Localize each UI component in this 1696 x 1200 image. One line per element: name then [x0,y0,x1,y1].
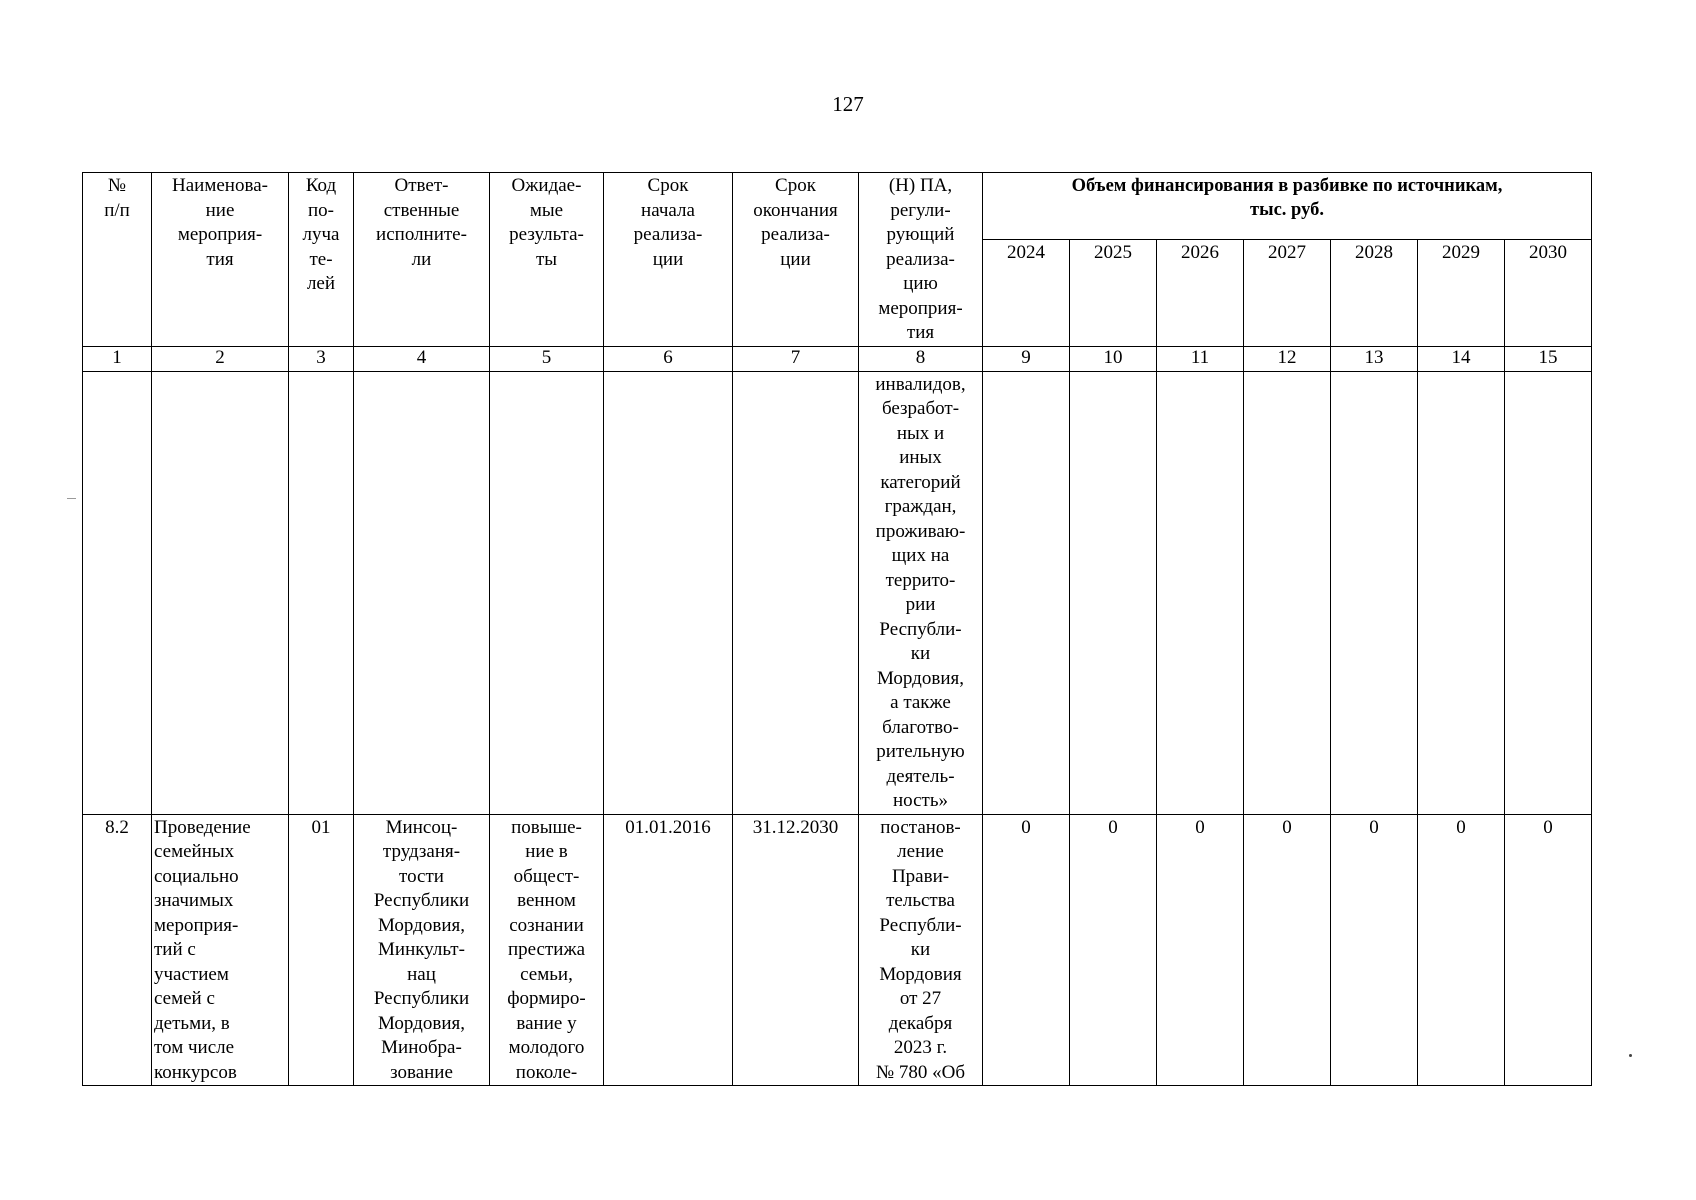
header-year: 2027 [1244,240,1331,346]
column-number: 7 [733,346,859,371]
cell-funding-2025: 0 [1070,814,1157,1086]
cell-empty [490,371,604,814]
column-number: 13 [1331,346,1418,371]
header-npa [859,173,983,347]
cell-text-line: семейных [154,841,235,862]
header-year: 2024 [983,240,1070,346]
cell-text-line: цию [903,273,938,294]
cell-text-line: Объем финансирования в разбивке по источникам, [1071,176,1503,196]
cell-text-line: Срок [647,175,689,196]
cell-empty [83,371,152,814]
cell-text-line: семей с [154,988,215,1009]
cell-text-line: декабря [888,1012,953,1034]
column-number-row [83,346,1592,371]
cell-text-line: трудзаня- [382,841,461,862]
cell-text-line: реализа- [761,224,830,245]
header-results [490,173,604,347]
cell-text-line: мые [529,199,564,221]
cell-text-line: тельства [886,890,955,911]
cell-text-line: нац [407,963,436,985]
cell-text-line: формиро- [507,988,586,1009]
cell-text-line: № [107,175,127,196]
cell-text-line: тия [906,322,935,343]
cell-text-line: Мордовия, [877,667,964,689]
cell-text-line: значимых [154,890,234,911]
cell-text-line: Срок [775,175,816,196]
cell-text-line: престижа [507,939,586,960]
cell-empty [1070,371,1157,814]
header-year: 2029 [1418,240,1505,346]
table-row-continuation [83,371,1592,814]
cell-text-line: сознании [509,914,584,936]
cell-text-line: том числе [154,1037,235,1058]
cell-text-line: конкурсов [154,1061,237,1083]
cell-npa [859,814,983,1086]
header-year: 2025 [1070,240,1157,346]
cell-text-line: Республики [373,988,470,1009]
cell-text-line: Минсоц- [385,816,458,838]
cell-text-line: ных и [896,422,945,444]
cell-empty [1418,371,1505,814]
table-row-8-2 [83,814,1592,1086]
column-number: 12 [1244,346,1331,371]
cell-empty [733,371,859,814]
column-number: 4 [354,346,490,371]
cell-text-line: ственные [383,199,460,221]
header-start [604,173,733,347]
cell-text-line: Республи- [879,914,962,936]
cell-text-line: безработ- [881,398,960,419]
cell-text-line: ность» [892,790,949,811]
column-number: 5 [490,346,604,371]
cell-empty [1244,371,1331,814]
cell-text-line: от 27 [899,988,942,1009]
cell-empty [1505,371,1592,814]
cell-text-line: № 780 «Об [875,1061,966,1083]
cell-text-line: венном [517,890,576,911]
column-number: 15 [1505,346,1592,371]
cell-text-line: п/п [104,199,130,221]
header-executors [354,173,490,347]
cell-text-line: Прави- [891,865,950,887]
cell-funding-2029: 0 [1418,814,1505,1086]
activities-table [82,172,1592,1086]
cell-text-line: а также [890,692,951,713]
cell-text-line: Проведение [154,816,251,838]
column-number: 3 [289,346,354,371]
column-number: 6 [604,346,733,371]
cell-text-line: Мордовия [879,963,962,985]
header-financing [983,173,1592,240]
header-year: 2030 [1505,240,1592,346]
cell-text-line: иных [899,447,942,468]
cell-text-line: Ожидае- [511,175,582,196]
cell-text-line: рующий [886,224,955,245]
header-year: 2026 [1157,240,1244,346]
header-number [83,173,152,347]
cell-text-line: инвалидов, [875,373,966,395]
scan-artifact-dot [1629,1054,1632,1057]
cell-text-line: ли [411,248,432,270]
cell-text-line: ции [652,248,684,270]
column-number: 2 [152,346,289,371]
cell-number: 8.2 [83,814,152,1086]
cell-funding-2027: 0 [1244,814,1331,1086]
cell-end-date: 31.12.2030 [733,814,859,1086]
cell-text-line: проживаю- [875,520,966,542]
column-number: 11 [1157,346,1244,371]
cell-text-line: Мордовия, [378,1012,465,1034]
cell-text-line: молодого [508,1037,585,1058]
cell-recipient-code: 01 [289,814,354,1086]
cell-text-line: благотво- [882,716,959,738]
scan-artifact-mark [67,498,76,499]
cell-executors [354,814,490,1086]
cell-text-line: ление [897,841,944,862]
cell-text-line: террито- [885,569,956,591]
cell-empty [1331,371,1418,814]
cell-text-line: Ответ- [394,175,449,196]
cell-text-line: общест- [513,865,580,887]
cell-text-line: ции [780,248,811,270]
cell-empty [354,371,490,814]
cell-text-line: начала [641,199,695,221]
cell-funding-2030: 0 [1505,814,1592,1086]
cell-text-line: те- [309,248,333,270]
cell-text-line: граждан, [884,496,957,517]
cell-text-line: Код [305,175,337,196]
cell-text-line: мероприя- [878,297,963,319]
cell-text-line: тости [399,865,444,887]
column-number: 14 [1418,346,1505,371]
cell-text-line: 2023 г. [893,1037,948,1058]
cell-text-line: тыс. руб. [1250,200,1324,220]
cell-funding-2024: 0 [983,814,1070,1086]
cell-expected-results [490,814,604,1086]
cell-text-line: мероприя- [154,914,239,936]
column-number: 9 [983,346,1070,371]
cell-text-line: социально [154,865,239,887]
cell-text-line: реализа- [633,224,703,245]
cell-text-line: зование [390,1061,453,1083]
cell-empty [604,371,733,814]
page-number: 127 [832,92,864,116]
cell-text-line: Наименова- [172,175,268,196]
cell-funding-2026: 0 [1157,814,1244,1086]
header-name [152,173,289,347]
cell-text-line: лей [306,273,336,294]
cell-text-line: Мордовия, [378,914,465,936]
cell-text-line: рительную [876,741,965,762]
cell-text-line: постанов- [880,816,961,838]
column-number: 8 [859,346,983,371]
cell-text-line: ние в [525,841,568,862]
cell-funding-2028: 0 [1331,814,1418,1086]
cell-text-line: (Н) ПА, [888,175,953,196]
cell-text-line: детьми, в [154,1012,230,1034]
cell-text-line: рии [905,594,936,615]
cell-empty [983,371,1070,814]
cell-npa-continued [859,371,983,814]
header-end [733,173,859,347]
cell-text-line: по- [308,199,334,221]
cell-text-line: мероприя- [177,224,263,245]
cell-empty [1157,371,1244,814]
cell-empty [289,371,354,814]
cell-text-line: ки [910,939,931,960]
cell-text-line: реализа- [886,248,955,270]
cell-text-line: тия [206,248,234,270]
cell-text-line: категорий [880,471,961,493]
cell-text-line: Минкульт- [378,939,465,960]
cell-activity-name [152,814,289,1086]
cell-text-line: вание у [516,1012,577,1034]
cell-empty [152,371,289,814]
cell-text-line: окончания [753,199,838,221]
cell-text-line: ки [910,643,931,664]
cell-text-line: Республики [373,890,470,911]
cell-text-line: повыше- [511,816,582,838]
cell-text-line: Минобра- [381,1037,462,1058]
cell-text-line: деятель- [886,765,955,787]
cell-text-line: Республи- [879,618,962,640]
cell-text-line: поколе- [515,1061,578,1083]
cell-text-line: регули- [890,199,951,221]
cell-text-line: луча [302,224,340,245]
column-number: 1 [83,346,152,371]
cell-text-line: тий с [154,939,196,960]
cell-text-line: исполните- [376,224,467,245]
cell-text-line: результа- [509,224,584,245]
cell-text-line: участием [154,963,229,985]
cell-text-line: ты [535,248,558,270]
cell-text-line: щих на [891,545,950,566]
header-year: 2028 [1331,240,1418,346]
cell-start-date: 01.01.2016 [604,814,733,1086]
table-header-row [83,173,1592,240]
column-number: 10 [1070,346,1157,371]
cell-text-line: семьи, [520,963,573,985]
cell-text-line: ние [205,199,235,221]
header-code [289,173,354,347]
